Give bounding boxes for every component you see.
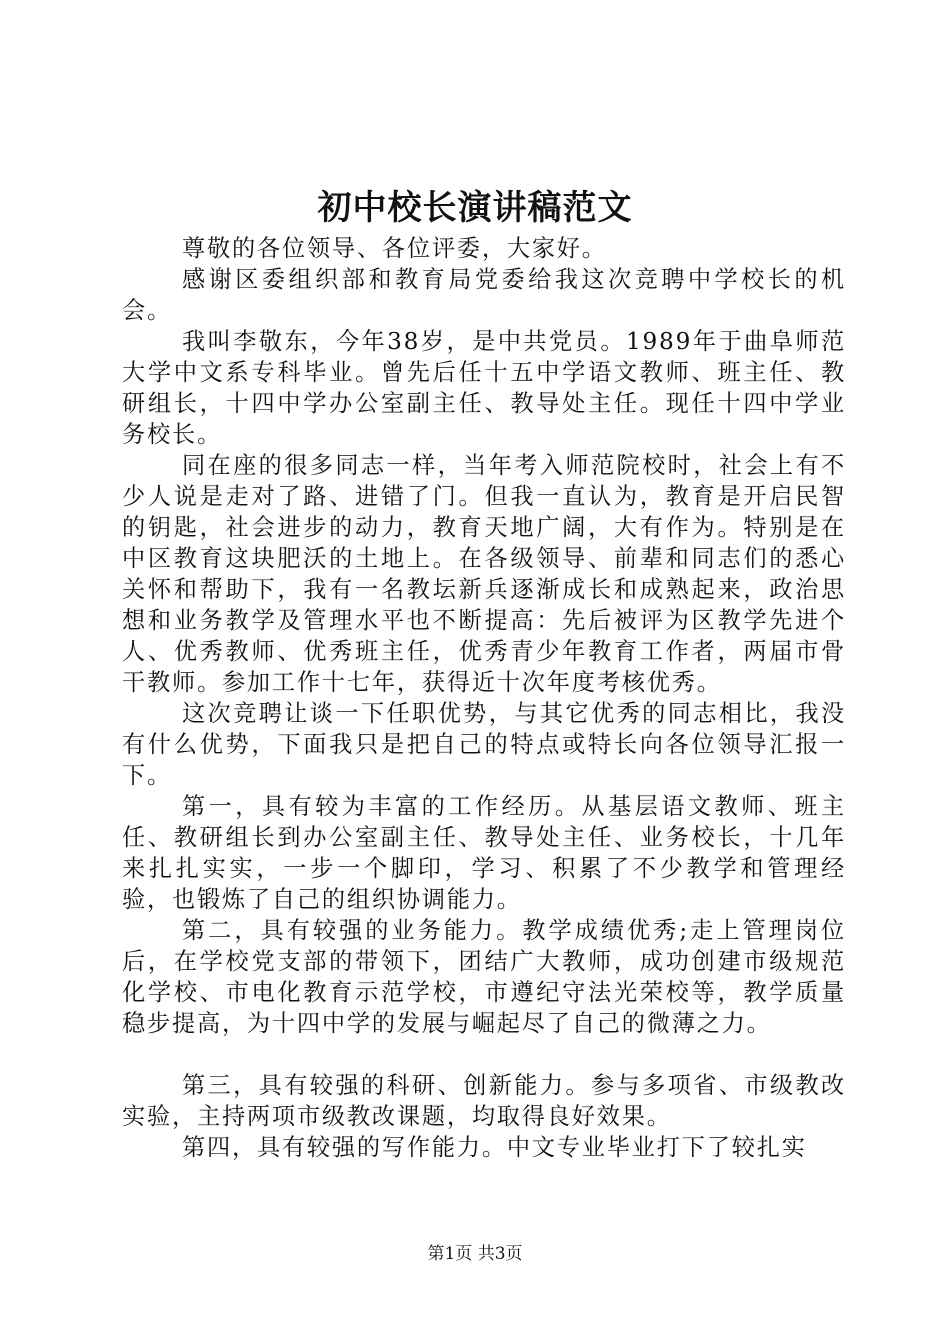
paragraph-point-one: 第一，具有较为丰富的工作经历。从基层语文教师、班主任、教研组长到办公室副主任、教导处主任、业务校长，十几年来扎扎实实，一步一个脚印，学习、积累了不少教学和管理经验，也锻炼了自己的组织协调能力。 xyxy=(122,793,846,913)
document-title: 初中校长演讲稿范文 xyxy=(317,188,633,228)
paragraph-background: 同在座的很多同志一样，当年考入师范院校时，社会上有不少人说是走对了路、进错了门。但我一直认为，教育是开启民智的钥匙，社会进步的动力，教育天地广阔，大有作为。特别是在中区教育这块肥沃的土地上。在各级领导、前辈和同志们的悉心关怀和帮助下，我有一名教坛新兵逐渐成长和成熟起来，政治思想和业务教学及管理水平也不断提高：先后被评为区教学先进个人、优秀教师、优秀班主任，优秀青少年教育工作者，两届市骨干教师。参加工作十七年，获得近十次年度考核优秀。 xyxy=(122,452,846,696)
paragraph-point-three: 第三，具有较强的科研、创新能力。参与多项省、市级教改实验，主持两项市级教改课题，均取得良好效果。 xyxy=(122,1072,846,1130)
paragraph-advantages-intro: 这次竞聘让谈一下任职优势，与其它优秀的同志相比，我没有什么优势，下面我只是把自己的特点或特长向各位领导汇报一下。 xyxy=(122,700,846,789)
document-body xyxy=(122,233,846,1163)
paragraph-introduction: 我叫李敬东，今年38岁，是中共党员。1989年于曲阜师范大学中文系专科毕业。曾先后任十五中学语文教师、班主任、教研组长，十四中学办公室副主任、教导处主任。现任十四中学业务校长。 xyxy=(122,328,846,448)
paragraph-thanks: 感谢区委组织部和教育局党委给我这次竞聘中学校长的机会。 xyxy=(122,266,846,324)
paragraph-greeting: 尊敬的各位领导、各位评委，大家好。 xyxy=(182,235,607,262)
page-footer: 第1页 共3页 xyxy=(427,1244,523,1264)
paragraph-spacer xyxy=(122,1039,846,1070)
paragraph-point-two: 第二，具有较强的业务能力。教学成绩优秀;走上管理岗位后，在学校党支部的带领下，团结广大教师，成功创建市级规范化学校、市电化教育示范学校，市遵纪守法光荣校等，教学质量稳步提高，为十四中学的发展与崛起尽了自己的微薄之力。 xyxy=(122,917,846,1037)
paragraph-point-four: 第四，具有较强的写作能力。中文专业毕业打下了较扎实 xyxy=(182,1134,807,1161)
